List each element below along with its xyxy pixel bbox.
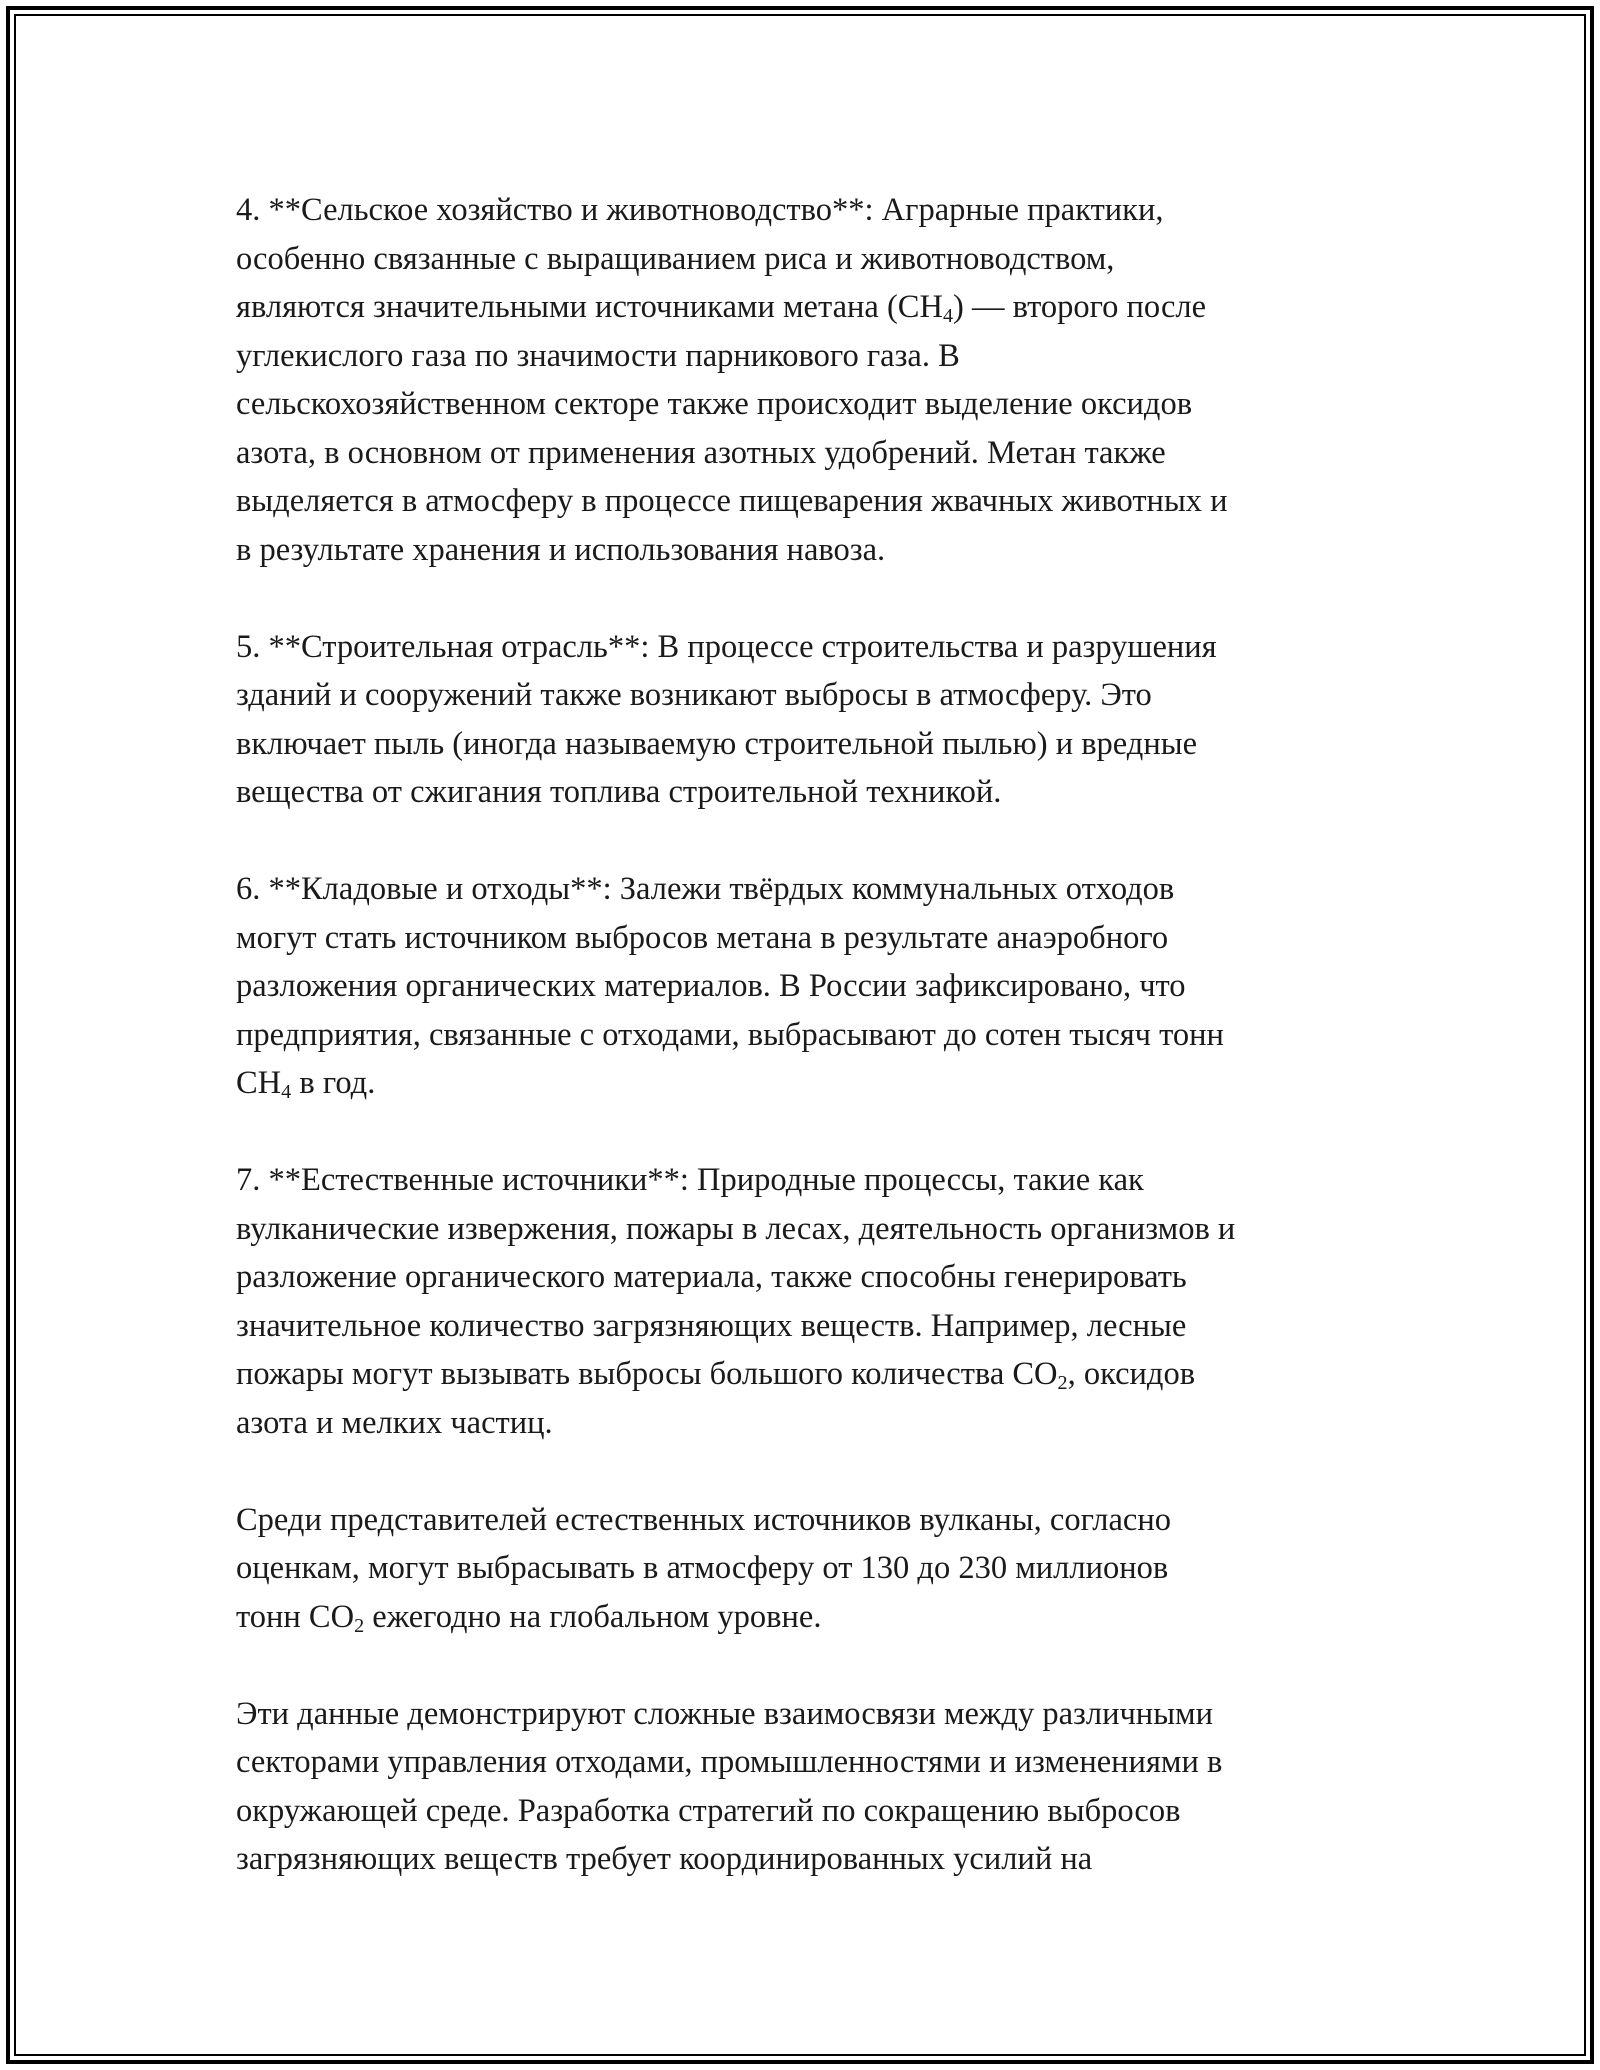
text-run: оценкам, могут выбрасывать в атмосферу от 130 до 230 миллионов xyxy=(236,1550,1169,1586)
text-line xyxy=(236,623,1376,672)
paragraph-volcanoes xyxy=(236,1496,1376,1642)
text-run: секторами управления отходами, промышленностями и изменениями в xyxy=(236,1744,1223,1780)
text-line xyxy=(236,526,1376,575)
text-run: 5. **Строительная отрасль**: В процессе строительства и разрушения xyxy=(236,628,1217,665)
text-line xyxy=(236,477,1376,526)
text-line xyxy=(236,671,1376,720)
subscript: 4 xyxy=(281,1081,292,1104)
text-run: вещества от сжигания топлива строительной техникой. xyxy=(236,774,1002,810)
text-run: 7. **Естественные источники**: Природные процессы, такие как xyxy=(236,1162,1144,1198)
text-line xyxy=(236,962,1376,1011)
text-line xyxy=(236,1156,1376,1205)
text-run: разложения органических материалов. В России зафиксировано, что xyxy=(236,968,1186,1004)
text-line xyxy=(236,1350,1376,1399)
text-run: , оксидов xyxy=(1067,1356,1196,1392)
text-line xyxy=(236,1496,1376,1545)
text-run: азота и мелких частиц. xyxy=(236,1404,553,1441)
text-run: особенно связанные с выращиванием риса и животноводством, xyxy=(236,240,1115,277)
text-line xyxy=(236,1059,1376,1108)
text-line xyxy=(236,380,1376,429)
text-run: включает пыль (иногда называемую строительной пылью) и вредные xyxy=(236,725,1197,762)
paragraph-construction xyxy=(236,623,1376,817)
subscript: 2 xyxy=(1057,1372,1068,1395)
text-line xyxy=(236,768,1376,817)
text-line xyxy=(236,1593,1376,1642)
text-run: разложение органического материала, также способны генерировать xyxy=(236,1259,1187,1295)
text-line xyxy=(236,429,1376,478)
text-run: зданий и сооружений также возникают выбросы в атмосферу. Это xyxy=(236,677,1152,713)
text-run: 6. **Кладовые и отходы**: Залежи твёрдых коммунальных отходов xyxy=(236,871,1175,907)
text-run: предприятия, связанные с отходами, выбрасывают до сотен тысяч тонн xyxy=(236,1016,1224,1053)
subscript: 2 xyxy=(354,1614,365,1637)
text-run: пожары могут вызывать выбросы большого количества CO xyxy=(236,1356,1058,1392)
text-run: азота, в основном от применения азотных удобрений. Метан также xyxy=(236,434,1166,471)
text-run: значительное количество загрязняющих веществ. Например, лесные xyxy=(236,1307,1187,1344)
paragraph-natural-sources xyxy=(236,1156,1376,1447)
text-line xyxy=(236,1253,1376,1302)
text-run: в результате хранения и использования навоза. xyxy=(236,531,886,568)
text-line xyxy=(236,914,1376,963)
text-line xyxy=(236,1835,1376,1884)
text-line xyxy=(236,1205,1376,1254)
text-line xyxy=(236,1738,1376,1787)
text-line xyxy=(236,283,1376,332)
text-run: являются значительными источниками метана (CH xyxy=(236,289,943,325)
text-run: углекислого газа по значимости парникового газа. В xyxy=(236,337,960,374)
text-run: могут стать источником выбросов метана в результате анаэробного xyxy=(236,919,1169,956)
document-body xyxy=(236,186,1376,1932)
text-line xyxy=(236,1690,1376,1739)
text-line xyxy=(236,1787,1376,1836)
text-line xyxy=(236,332,1376,381)
paragraph-landfills xyxy=(236,865,1376,1108)
text-line xyxy=(236,1302,1376,1351)
text-run: загрязняющих веществ требует координированных усилий на xyxy=(236,1841,1093,1877)
text-run: окружающей среде. Разработка стратегий по сокращению выбросов xyxy=(236,1792,1181,1829)
paragraph-conclusion xyxy=(236,1690,1376,1884)
text-run: в год. xyxy=(291,1065,376,1101)
text-run: Эти данные демонстрируют сложные взаимосвязи между различными xyxy=(236,1695,1213,1732)
text-line xyxy=(236,1399,1376,1448)
text-run: ежегодно на глобальном уровне. xyxy=(364,1598,822,1635)
text-line xyxy=(236,1011,1376,1060)
text-line xyxy=(236,720,1376,769)
text-run: CH xyxy=(236,1065,282,1101)
text-run: тонн CO xyxy=(236,1598,355,1635)
text-run: выделяется в атмосферу в процессе пищеварения жвачных животных и xyxy=(236,483,1228,519)
text-line xyxy=(236,235,1376,284)
subscript: 4 xyxy=(942,305,954,328)
text-run: 4. **Сельское хозяйство и животноводство**: Аграрные практики, xyxy=(236,192,1164,228)
text-run: сельскохозяйственном секторе также происходит выделение оксидов xyxy=(236,386,1193,422)
text-run: Среди представителей естественных источников вулканы, согласно xyxy=(236,1501,1171,1538)
text-line xyxy=(236,1544,1376,1593)
text-run: вулканические извержения, пожары в лесах, деятельность организмов и xyxy=(236,1210,1236,1247)
text-line xyxy=(236,865,1376,914)
text-run: ) — второго после xyxy=(953,289,1207,325)
text-line xyxy=(236,186,1376,235)
paragraph-agriculture xyxy=(236,186,1376,574)
